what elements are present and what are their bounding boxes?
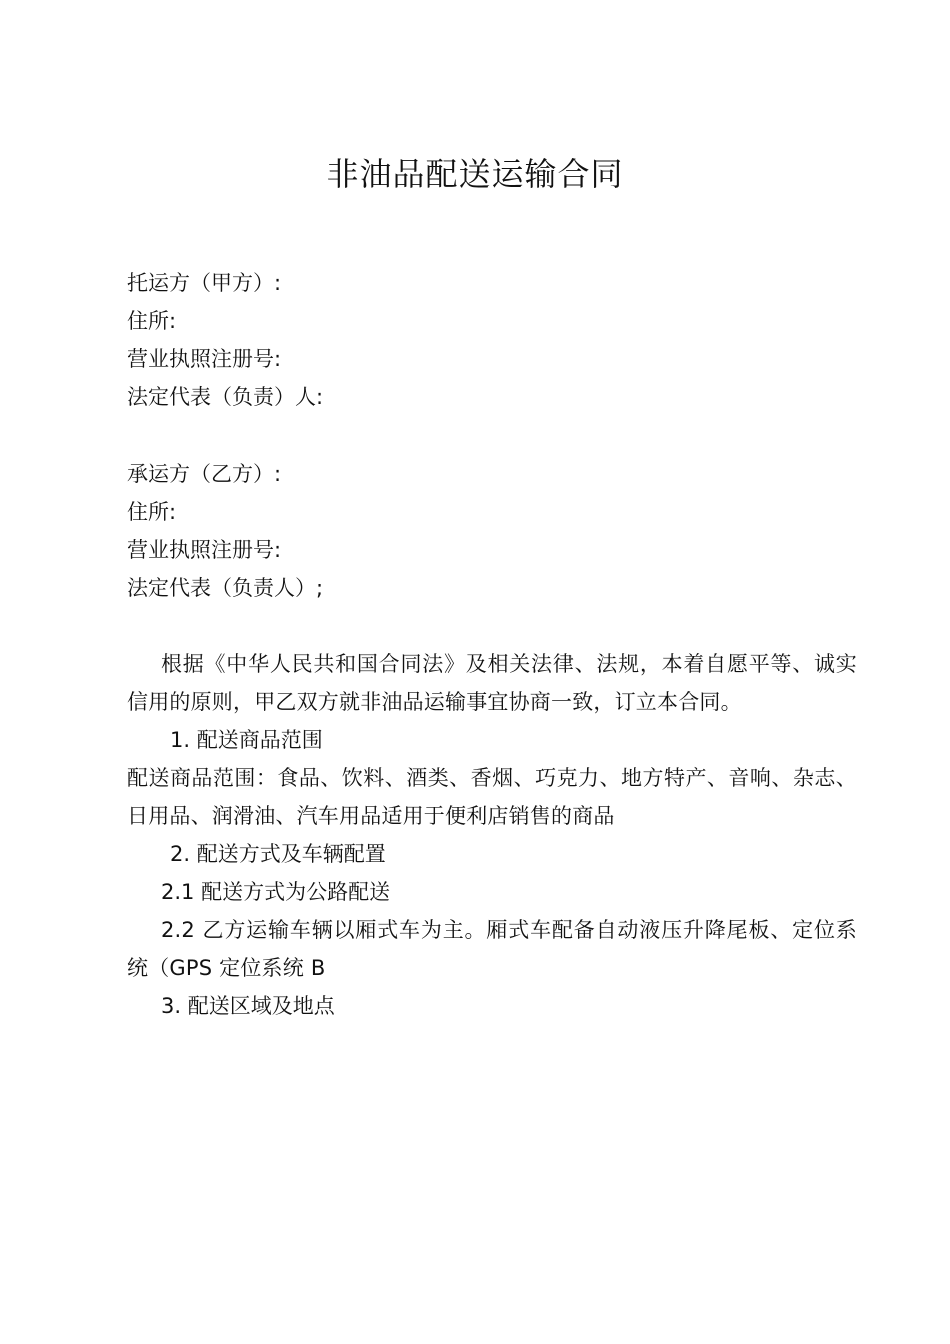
section-2-1: 2.1 配送方式为公路配送 [161,880,391,904]
party-b-representative-label: 法定代表（负责人）; [127,576,324,600]
spacer [127,416,857,455]
party-a-address-label: 住所: [127,309,177,333]
party-a-representative-label: 法定代表（负责）人: [127,385,324,409]
section-2-heading: 2. 配送方式及车辆配置 [170,842,386,866]
section-1-heading: 1. 配送商品范围 [170,728,323,752]
spacer [127,607,857,645]
party-b-label: 承运方（乙方）: [127,462,282,486]
preamble-paragraph: 根据《中华人民共和国合同法》及相关法律、法规，本着自愿平等、诚实信用的原则，甲乙双方就非油品运输事宜协商一致，订立本合同。 [127,652,857,714]
section-1-body: 配送商品范围：食品、饮料、酒类、香烟、巧克力、地方特产、音响、杂志、日用品、润滑油、汽车用品适用于便利店销售的商品 [127,766,857,828]
party-a-label: 托运方（甲方）: [127,271,282,295]
party-a-license-label: 营业执照注册号: [127,347,282,371]
party-b-address-label: 住所: [127,500,177,524]
document-body [127,264,857,1025]
party-b-license-label: 营业执照注册号: [127,538,282,562]
document-title: 非油品配送运输合同 [326,155,624,193]
section-2-2: 2.2 乙方运输车辆以厢式车为主。厢式车配备自动液压升降尾板、定位系统（GPS 定位系统 B [127,918,857,980]
section-3-heading: 3. 配送区域及地点 [161,994,335,1018]
